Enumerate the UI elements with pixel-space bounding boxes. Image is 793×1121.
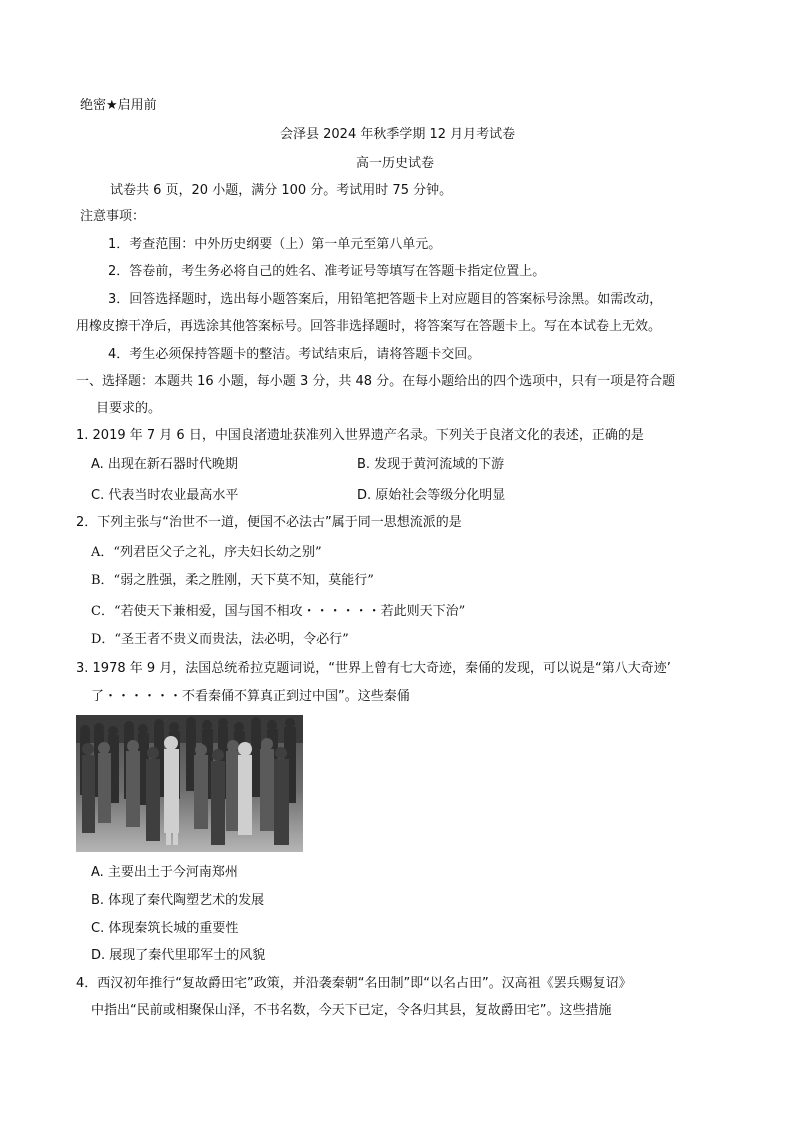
q4-stem-line1: 4．西汉初年推行“复故爵田宅”政策，并沿袭秦朝“名田制”即“以名占田”。汉高祖《罢兵赐复诏》	[76, 976, 632, 991]
note-3-line2: 用橡皮擦干净后，再选涂其他答案标号。回答非选择题时，将答案写在答题卡上。写在本试卷上无效。	[76, 319, 662, 334]
q2-option-b: B．“弱之胜强，柔之胜刚，天下莫不知，莫能行”	[91, 573, 374, 588]
q1-stem: 1. 2019 年 7 月 6 日，中国良渚遗址获准列入世界遗产名录。下列关于良渚文化的表述，正确的是	[76, 428, 644, 443]
q3-option-b: B. 体现了秦代陶塑艺术的发展	[91, 893, 265, 908]
q1-option-d: D. 原始社会等级分化明显	[357, 488, 506, 503]
q3-stem-line2: 了・・・・・・不看秦俑不算真正到过中国”。这些秦俑	[91, 689, 410, 704]
q3-option-d: D. 展现了秦代里耶军士的风貌	[91, 948, 266, 963]
note-1: 1．考查范围：中外历史纲要（上）第一单元至第八单元。	[108, 237, 442, 252]
q1-option-c: C. 代表当时农业最高水平	[91, 488, 239, 503]
q2-option-a: A．“列君臣父子之礼，序夫妇长幼之别”	[91, 545, 322, 560]
note-3-line1: 3．回答选择题时，选出每小题答案后，用铅笔把答题卡上对应题目的答案标号涂黑。如需改动，	[108, 292, 663, 307]
note-2: 2．答卷前，考生务必将自己的姓名、准考证号等填写在答题卡指定位置上。	[108, 264, 546, 279]
q3-option-a: A. 主要出土于今河南郑州	[91, 865, 238, 880]
q4-stem-line2: 中指出“民前或相聚保山泽，不书名数，今天下已定，令各归其县，复故爵田宅”。这些措施	[91, 1003, 612, 1018]
section-heading-line1: 一、选择题：本题共 16 小题，每小题 3 分，共 48 分。在每小题给出的四个选项中，只有一项是符合题	[76, 374, 676, 389]
q3-stem-line1: 3. 1978 年 9 月，法国总统希拉克题词说，“世界上曾有七大奇迹，秦俑的发现，可以说是“第八大奇迹’	[76, 661, 671, 676]
subject-title: 高一历史试卷	[356, 156, 435, 171]
q1-option-b: B. 发现于黄河流域的下游	[357, 457, 505, 472]
q1-option-a: A. 出现在新石器时代晚期	[91, 457, 238, 472]
q3-option-c: C. 体现秦筑长城的重要性	[91, 921, 239, 936]
notes-heading: 注意事项：	[80, 209, 146, 224]
note-4: 4．考生必须保持答题卡的整洁。考试结束后，请将答题卡交回。	[108, 347, 481, 362]
section-heading-line2: 目要求的。	[96, 401, 162, 416]
secret-label: 绝密★启用前	[80, 98, 157, 113]
terracotta-warriors-photo	[76, 715, 303, 852]
exam-title: 会泽县 2024 年秋季学期 12 月月考试卷	[280, 127, 516, 142]
q2-stem: 2．下列主张与“治世不一道，便国不必法古”属于同一思想流派的是	[76, 515, 462, 530]
q2-option-c: C．“若使天下兼相爱，国与国不相攻・・・・・・若此则天下治”	[91, 604, 466, 619]
exam-info: 试卷共 6 页，20 小题，满分 100 分。考试用时 75 分钟。	[110, 183, 453, 198]
q2-option-d: D．“圣王者不贵义而贵法，法必明，令必行”	[91, 632, 349, 647]
